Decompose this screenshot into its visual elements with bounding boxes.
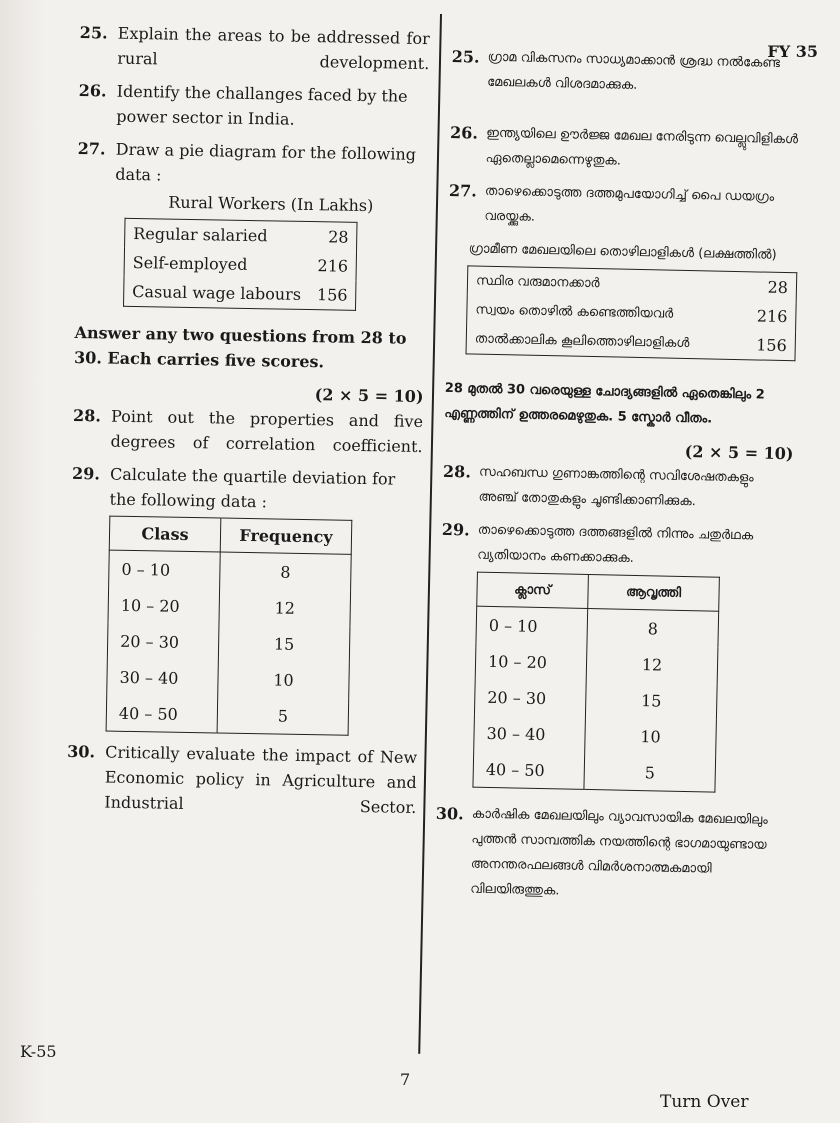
- question-number: 28.: [72, 405, 102, 426]
- table-caption: Rural Workers (In Lakhs): [168, 192, 374, 216]
- question-text: Critically evaluate the impact of New Economic policy in Agriculture and Industrial Sector.: [104, 742, 418, 817]
- row-value: 28: [328, 227, 349, 247]
- question-29-en: [68, 461, 423, 737]
- question-number: 25.: [79, 22, 108, 43]
- turn-over-label: Turn Over: [660, 1092, 749, 1112]
- question-number: 27.: [448, 180, 477, 201]
- question-number: 28.: [442, 461, 472, 482]
- column-header: ക്ലാസ്: [477, 572, 589, 608]
- table-row: [475, 643, 718, 684]
- table-row: [124, 277, 357, 311]
- frequency-cell: 15: [273, 633, 295, 654]
- page-edge-shadow: [0, 0, 44, 1123]
- english-column: [66, 20, 430, 828]
- table-row: [108, 587, 351, 627]
- question-number: 27.: [77, 138, 106, 159]
- table-row: [474, 715, 717, 756]
- question-28-ml: [442, 459, 793, 516]
- section-marks: (2 × 5 = 10): [684, 441, 794, 464]
- table-row: [466, 324, 796, 360]
- table-caption: ഗ്രാമീണ മേഖലയിലെ തൊഴിലാളികൾ (ലക്ഷത്തിൽ): [468, 241, 777, 263]
- row-value: 156: [756, 335, 787, 356]
- row-value: 156: [316, 285, 348, 305]
- row-label: സ്വയം തൊഴിൽ കണ്ടെത്തിയവർ: [475, 302, 674, 322]
- row-value: 216: [317, 256, 349, 276]
- question-text: Draw a pie diagram for the following data :: [115, 139, 417, 185]
- frequency-cell: 12: [274, 597, 296, 618]
- rural-workers-table: [466, 265, 798, 361]
- malayalam-column: [434, 44, 802, 916]
- frequency-cell: 10: [640, 726, 661, 747]
- question-text: താഴെക്കൊടുത്ത ദത്തമുപയോഗിച്ച് പൈ ഡയഗ്രം വരയ്ക്കുക.: [484, 183, 775, 225]
- column-header: ആവൃത്തി: [588, 574, 720, 611]
- frequency-cell: 15: [640, 690, 662, 711]
- rural-workers-table: [123, 218, 358, 311]
- frequency-table: [472, 572, 719, 793]
- class-cell: 20 – 30: [107, 623, 219, 661]
- paper-header-code: FY 35: [767, 42, 818, 61]
- question-number: 29.: [441, 519, 470, 540]
- row-label: സ്ഥിര വരുമാനക്കാർ: [475, 273, 600, 292]
- question-number: 25.: [451, 46, 480, 67]
- question-number: 30.: [435, 803, 464, 824]
- question-text: ഇന്ത്യയിലെ ഊർജ്ജ മേഖല നേരിടുന്ന വെല്ലുവിളികൾ ഏതെല്ലാമെന്നെഴുതുക.: [485, 125, 799, 169]
- table-row: [474, 679, 717, 720]
- question-text: കാർഷിക മേഖലയിലും വ്യാവസായിക മേഖലയിലും പുത്തൻ സാമ്പത്തിക നയത്തിന്റെ ഭാഗമായുണ്ടായ അനന്തരഫലങ്ങൾ വിമർശനാത്മകമായി വിലയിരുത്തുക.: [470, 806, 768, 899]
- question-30-en: [66, 739, 417, 820]
- section-instruction: Answer any two questions from 28 to 30. Each carries five scores.: [73, 322, 407, 372]
- class-cell: 30 – 40: [474, 715, 586, 753]
- frequency-cell: 12: [641, 654, 663, 675]
- class-cell: 0 – 10: [476, 606, 588, 645]
- table-row: [476, 606, 719, 648]
- table-row: [107, 623, 350, 663]
- question-28-en: [72, 403, 423, 459]
- row-label: Self-employed: [132, 252, 248, 274]
- section-marks: (2 × 5 = 10): [314, 385, 424, 407]
- column-header: Class: [109, 516, 221, 552]
- table-row: [124, 248, 357, 281]
- question-number: 26.: [78, 80, 107, 101]
- question-text: Calculate the quartile deviation for the following data :: [109, 464, 396, 512]
- question-25-ml: [451, 44, 802, 101]
- class-cell: 40 – 50: [473, 751, 585, 790]
- row-label: Casual wage labours: [132, 281, 302, 304]
- class-cell: 40 – 50: [106, 695, 218, 733]
- table-row: [106, 695, 349, 736]
- class-cell: 30 – 40: [107, 659, 219, 697]
- frequency-table: [106, 516, 353, 736]
- question-text: Identify the challanges faced by the power sector in India.: [116, 81, 408, 129]
- question-text: താഴെക്കൊടുത്ത ദത്തങ്ങളിൽ നിന്നും ചതുർഥക വ്യതിയാനം കണക്കാക്കുക.: [477, 522, 754, 566]
- class-cell: 10 – 20: [475, 643, 587, 681]
- frequency-cell: 5: [277, 706, 289, 726]
- question-text: ഗ്രാമ വികസനം സാധ്യമാക്കാൻ ശ്രദ്ധ നൽകേണ്ട മേഖലകൾ വിശദമാക്കുക.: [487, 49, 781, 93]
- question-number: 30.: [67, 741, 96, 762]
- frequency-cell: 8: [280, 562, 291, 582]
- page-number: 7: [400, 1070, 411, 1089]
- question-text: സഹബന്ധ ഗുണാങ്കത്തിന്റെ സവിശേഷതകളും അഞ്ച് തോതുകളും ചൂണ്ടിക്കാണിക്കുക.: [478, 464, 754, 510]
- section-instruction: 28 മുതൽ 30 വരെയുള്ള ചോദ്യങ്ങളിൽ ഏതെങ്കിലും 2 എണ്ണത്തിന് ഉത്തരമെഴുതുക. 5 സ്കോർ വീതം.: [444, 380, 765, 427]
- table-row: [107, 659, 350, 699]
- row-label: Regular salaried: [133, 223, 268, 246]
- row-label: താൽക്കാലിക കൂലിത്തൊഴിലാളികൾ: [474, 331, 690, 352]
- question-27-ml: [448, 178, 799, 235]
- class-cell: 10 – 20: [108, 587, 220, 625]
- row-value: 216: [756, 306, 788, 327]
- frequency-cell: 5: [644, 762, 656, 782]
- question-text: Explain the areas to be addressed for rural development.: [117, 23, 430, 74]
- table-row: [473, 751, 716, 793]
- question-29-ml: [436, 517, 792, 794]
- class-cell: 0 – 10: [109, 550, 221, 588]
- question-26-ml: [449, 120, 800, 177]
- table-row: [109, 550, 352, 591]
- row-value: 28: [767, 277, 789, 298]
- question-30-ml: [434, 801, 786, 908]
- class-cell: 20 – 30: [474, 679, 586, 717]
- question-25-en: [79, 20, 430, 76]
- paper-code: K-55: [20, 1042, 57, 1061]
- question-26-en: [78, 78, 429, 134]
- question-number: 29.: [71, 463, 101, 484]
- table-row: [125, 218, 358, 252]
- frequency-cell: 8: [647, 618, 659, 638]
- frequency-cell: 10: [273, 669, 294, 690]
- question-number: 26.: [449, 122, 479, 143]
- question-text: Point out the properties and five degrees of correlation coefficient.: [110, 406, 424, 457]
- column-header: Frequency: [220, 518, 352, 554]
- question-27-en: [75, 136, 428, 312]
